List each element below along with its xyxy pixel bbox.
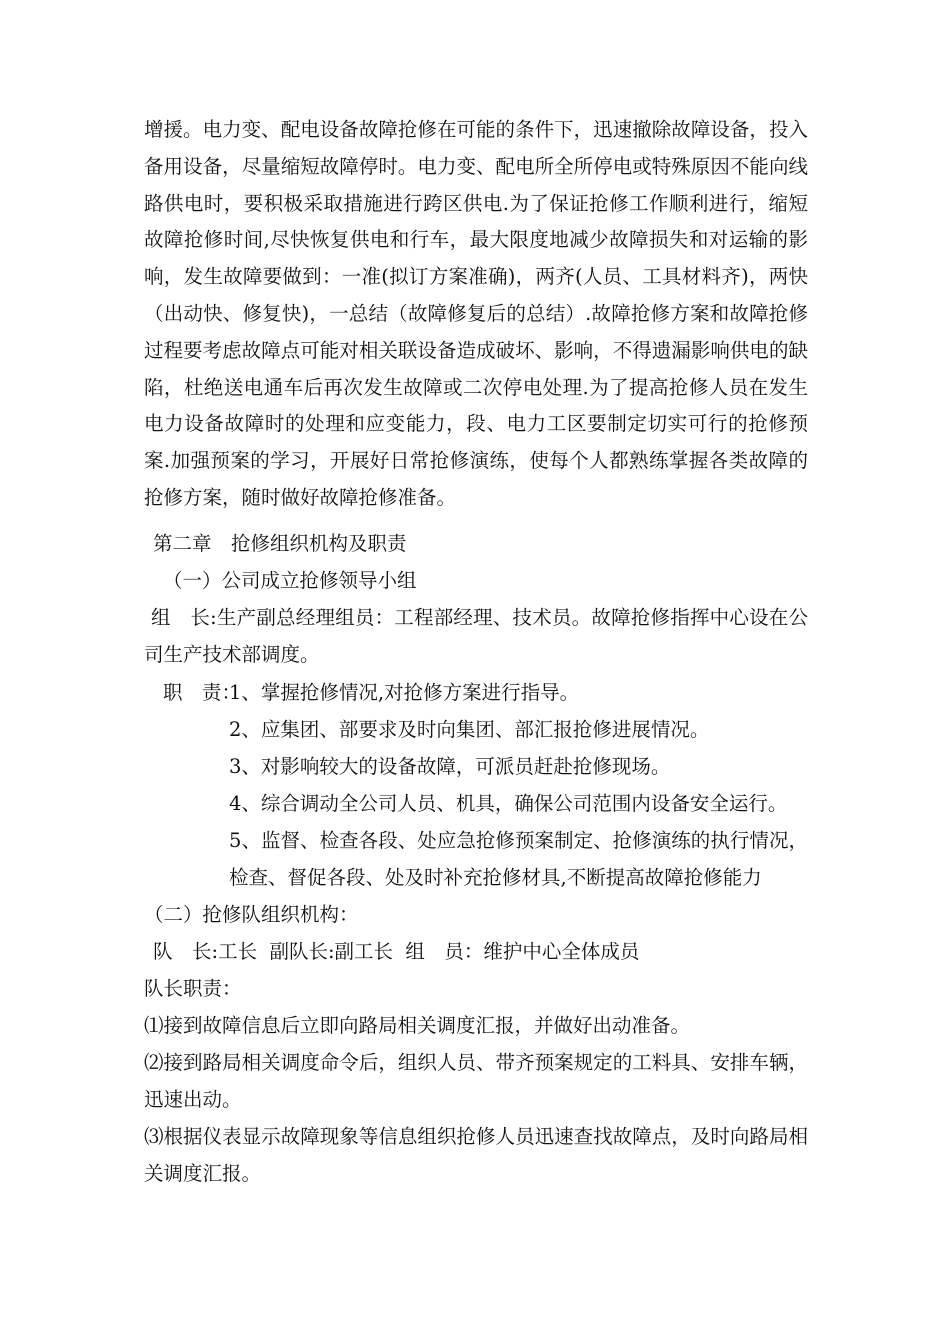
intro-paragraph: 增援。电力变、配电设备故障抢修在可能的条件下，迅速撤除故障设备，投入备用设备，尽量缩短故障停时。电力变、配电所全所停电或特殊原因不能向线路供电时，要积极采取措施进行跨区供电.为了保证抢修工作顺利进行，缩短故障抢修时间,尽快恢复供电和行车，最大限度地减少故障损失和对运输的影响，发生故障要做到：一准(拟订方案准确)，两齐(人员、工具材料齐)，两快（出动快、修复快)，一总结（故障修复后的总结）.故障抢修方案和故障抢修过程要考虑故障点可能对相关联设备造成破坏、影响，不得遗漏影响供电的缺陷，杜绝送电通车后再次发生故障或二次停电处理.为了提高抢修人员在发生电力设备故障时的处理和应变能力，段、电力工区要制定切实可行的抢修预案.加强预案的学习，开展好日常抢修演练，使每个人都熟练掌握各类故障的抢修方案，随时做好故障抢修准备。 (144, 118, 808, 509)
duty-item-5: 5、监督、检查各段、处应急抢修预案制定、抢修演练的执行情况，检查、督促各段、处及时补充抢修材具,不断提高故障抢修能力 (229, 829, 808, 889)
duty-item-1: 1、掌握抢修情况,对抢修方案进行指导。 (229, 681, 580, 704)
duty-item-2: 2、应集团、部要求及时向集团、部汇报抢修进展情况。 (229, 718, 710, 741)
duty-item-3: 3、对影响较大的设备故障，可派员赶赴抢修现场。 (229, 755, 671, 778)
leader-duty-item-3: ⑶根据仪表显示故障现象等信息组织抢修人员迅速查找故障点，及时向路局相关调度汇报。 (144, 1125, 808, 1185)
leader-duty-item-1: ⑴接到故障信息后立即向路局相关调度汇报，并做好出动准备。 (144, 1014, 691, 1037)
leadership-members: 组 长:生产副总经理组员：工程部经理、技术员。故障抢修指挥中心设在公司生产技术部调度。 (144, 606, 808, 666)
leader-duties-label: 队长职责： (144, 977, 242, 1000)
duty-item-4: 4、综合调动全公司人员、机具，确保公司范围内设备安全运行。 (229, 792, 788, 815)
chapter-title: 第二章 抢修组织机构及职责 (153, 532, 407, 555)
section-heading-team: （二）抢修队组织机构： (144, 903, 359, 926)
leader-duty-item-2: ⑵接到路局相关调度命令后，组织人员、带齐预案规定的工料具、安排车辆，迅速出动。 (144, 1051, 808, 1111)
team-members: 队 长:工长 副队长:副工长 组 员：维护中心全体成员 (153, 940, 640, 963)
section-heading-leadership: （一）公司成立抢修领导小组 (163, 569, 417, 592)
duties-label: 职 责： (163, 681, 242, 704)
